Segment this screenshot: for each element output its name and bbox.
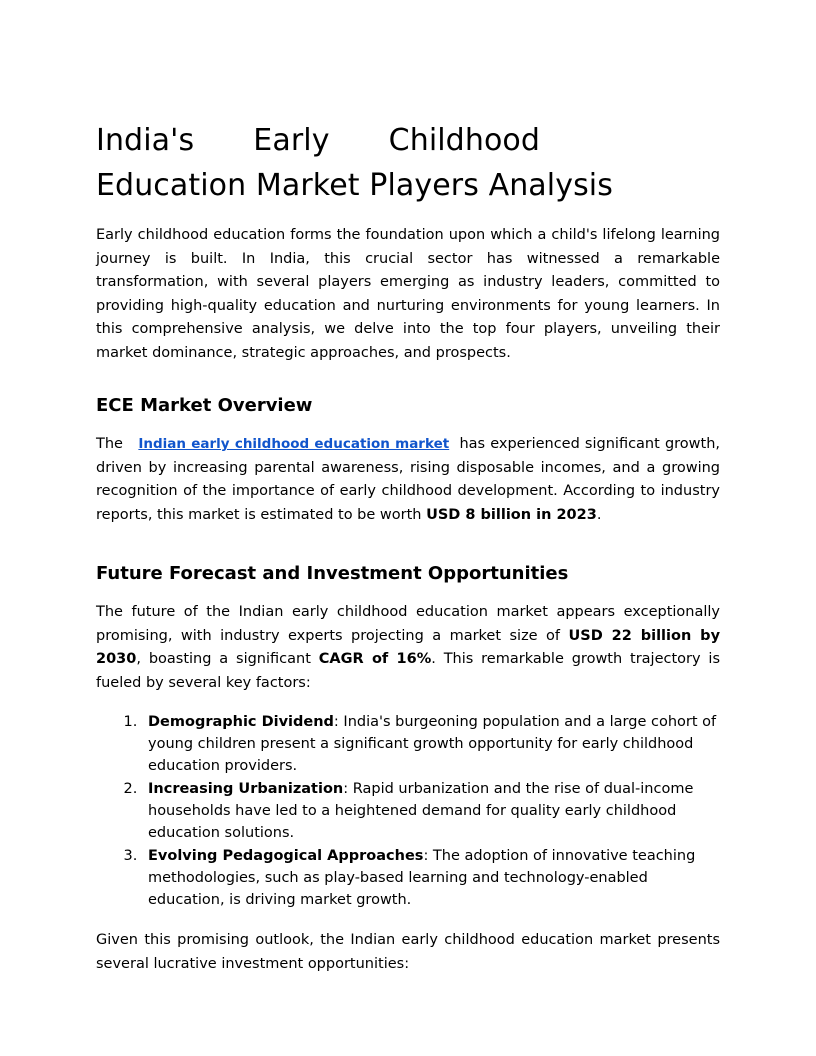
paragraph-prefix: The (96, 436, 123, 452)
ece-market-overview-paragraph (96, 433, 720, 527)
forecast-text-part-3: . This remarkable growth trajectory is fueled by several key factors: (96, 651, 721, 691)
indian-ece-market-link[interactable]: Indian early childhood education market (138, 436, 450, 452)
key-factor-description: : The adoption of innovative teaching methodologies, such as play-based learning and technology-enabled education, is driving market growth. (148, 848, 696, 908)
intro-paragraph: Early childhood education forms the foundation upon which a child's lifelong learning journey is built. In India, this crucial sector has witnessed a remarkable transformation, with several players emerging as industry leaders, committed to providing high-quality education and nurturing environments for young learners. In this comprehensive analysis, we delve into the top four players, unveiling their market dominance, strategic approaches, and prospects. (96, 227, 720, 361)
key-factor-description: : Rapid urbanization and the rise of dual-income households have led to a heightened demand for quality early childhood education solutions. (148, 781, 694, 841)
section-heading-future-forecast: Future Forecast and Investment Opportunities (96, 563, 569, 584)
forecast-text-part-2: , boasting a significant (136, 651, 311, 667)
page-title-line-1: India's Early Childhood (96, 123, 540, 158)
page-title (96, 118, 696, 208)
closing-paragraph: Given this promising outlook, the Indian early childhood education market presents several lucrative investment opportunities: (96, 932, 720, 972)
market-worth-value: USD 8 billion in 2023 (426, 506, 597, 523)
forecast-market-size-value: USD 22 billion by 2030 (96, 627, 721, 667)
list-item (142, 845, 720, 911)
page-title-line-2: Education Market Players Analysis (96, 168, 613, 203)
key-factor-term: Increasing Urbanization (148, 781, 344, 797)
key-factors-list (96, 711, 720, 911)
section-heading-ece-market-overview: ECE Market Overview (96, 395, 313, 416)
list-item (142, 711, 720, 777)
forecast-cagr-value: CAGR of 16% (318, 651, 432, 667)
paragraph-middle: has experienced significant growth, driven by increasing parental awareness, rising disposable incomes, and a growing recognition of the importance of early childhood development. According to industry reports, this market is estimated to be worth (96, 436, 720, 523)
future-forecast-paragraph (96, 601, 720, 695)
key-factor-description: : India's burgeoning population and a large cohort of young children present a significant growth opportunity for early childhood education providers. (148, 714, 717, 774)
key-factor-term: Demographic Dividend (148, 714, 334, 730)
forecast-text-part-1: The future of the Indian early childhood education market appears exceptionally promising, with industry experts projecting a market size of (96, 604, 720, 644)
paragraph-suffix: . (596, 506, 602, 523)
list-item (142, 778, 720, 844)
key-factor-term: Evolving Pedagogical Approaches (148, 848, 424, 864)
